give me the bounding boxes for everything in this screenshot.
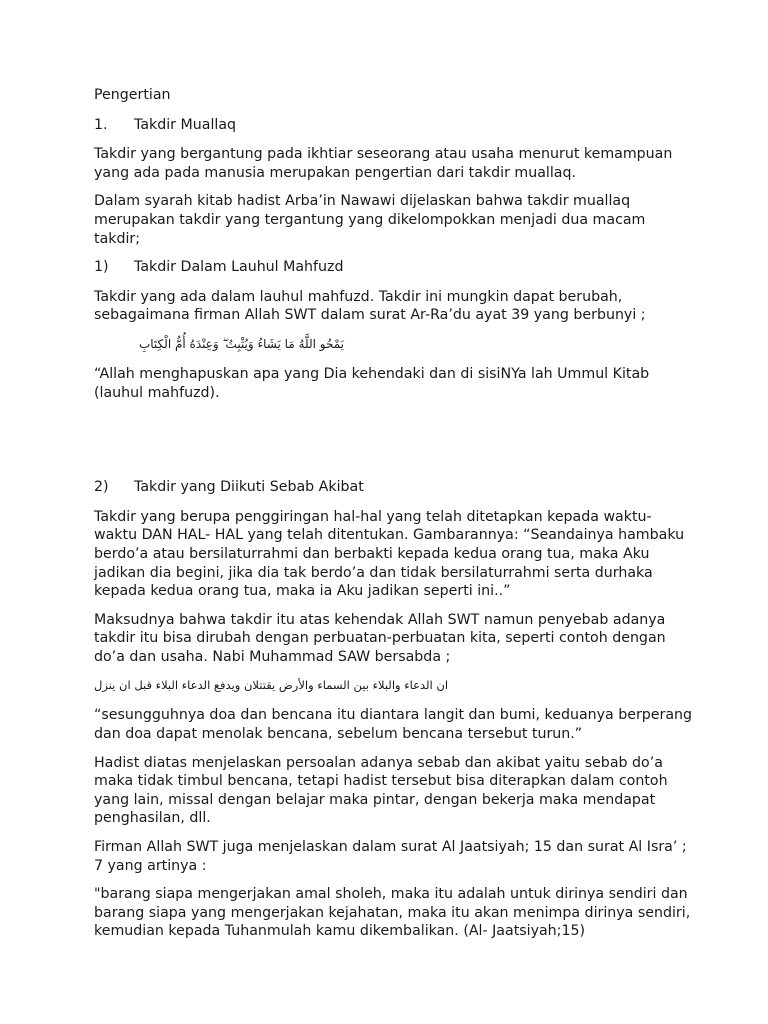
paragraph-maksud: Maksudnya bahwa takdir itu atas kehendak Allah SWT namun penyebab adanya takdir itu bisa dirubah dengan perbuatan-perbuatan kita, seperti contoh dengan do’a dan usaha. Nabi Muhammad SAW bersabda ; [94, 611, 666, 665]
subsection-label: Takdir yang Diikuti Sebab Akibat [134, 479, 364, 496]
arabic-verse: يَمْحُو اللَّهُ مَا يَشَاءُ وَيُثْبِتُ ۖ وَعِنْدَهُ أُمُّ الْكِتَابِ [138, 336, 344, 351]
subsection-heading-lauhul-mahfuzd [94, 258, 694, 277]
section-heading-takdir-muallaq [94, 116, 694, 135]
subsection-number: 2) [94, 479, 109, 496]
document-page [94, 86, 694, 951]
subsection-label: Takdir Dalam Lauhul Mahfuzd [134, 259, 344, 276]
paragraph-firman: Firman Allah SWT juga menjelaskan dalam surat Al Jaatsiyah; 15 dan surat Al Isra’ ; 7 yang artinya : [94, 839, 687, 874]
section-label: Takdir Muallaq [134, 116, 237, 133]
page-title: Pengertian [94, 87, 171, 103]
section-number: 1. [94, 116, 108, 133]
arabic-hadith: ان الدعاء والبلاء بين السماء والأرض يقتتلان ويدفع الدعاء البلاء قبل ان ينزل [94, 678, 449, 693]
subsection-heading-sebab-akibat [94, 478, 694, 497]
translation-verse: “Allah menghapuskan apa yang Dia kehendaki dan di sisiNYa lah Ummul Kitab (lauhul mahfuzd). [94, 365, 650, 401]
translation-hadith: “sesungguhnya doa dan bencana itu diantara langit dan bumi, keduanya berperang dan doa dapat menolak bencana, sebelum bencana tersebut turun.” [94, 707, 693, 743]
blank-space [94, 412, 694, 478]
paragraph-quote: "barang siapa mengerjakan amal sholeh, maka itu adalah untuk dirinya sendiri dan barang siapa yang mengerjakan kejahatan, maka itu akan menimpa dirinya sendiri, kemudian kepada Tuhanmulah kamu dikembalikan. (Al- Jaatsiyah;15) [94, 886, 691, 940]
paragraph-hadist: Hadist diatas menjelaskan persoalan adanya sebab dan akibat yaitu sebab do’a maka tidak timbul bencana, tetapi hadist tersebut bisa diterapkan dalam contoh yang lain, missal dengan belajar maka pintar, dengan bekerja maka mendapat penghasilan, dll. [94, 754, 668, 827]
paragraph-definition: Takdir yang bergantung pada ikhtiar seseorang atau usaha menurut kemampuan yang ada pada manusia merupakan pengertian dari takdir muallaq. [94, 146, 673, 181]
paragraph-lauhul: Takdir yang ada dalam lauhul mahfuzd. Takdir ini mungkin dapat berubah, sebagaimana firman Allah SWT dalam surat Ar-Ra’du ayat 39 yang berbunyi ; [94, 288, 646, 324]
paragraph-sebab: Takdir yang berupa penggiringan hal-hal yang telah ditetapkan kepada waktu-waktu DAN HAL- HAL yang telah ditentukan. Gambarannya: “Seandainya hambaku berdo’a atau bersilaturrahmi dan berbakti kepada kedua orang tua, maka Aku jadikan dia begini, jika dia tak berdo’a dan tidak bersilaturrahmi serta durhaka kepada kedua orang tua, maka ia Aku jadikan seperti ini..” [94, 508, 685, 600]
paragraph-syarah: Dalam syarah kitab hadist Arba’in Nawawi dijelaskan bahwa takdir muallaq merupakan takdir yang tergantung yang dikelompokkan menjadi dua macam takdir; [94, 193, 646, 247]
subsection-number: 1) [94, 259, 109, 276]
